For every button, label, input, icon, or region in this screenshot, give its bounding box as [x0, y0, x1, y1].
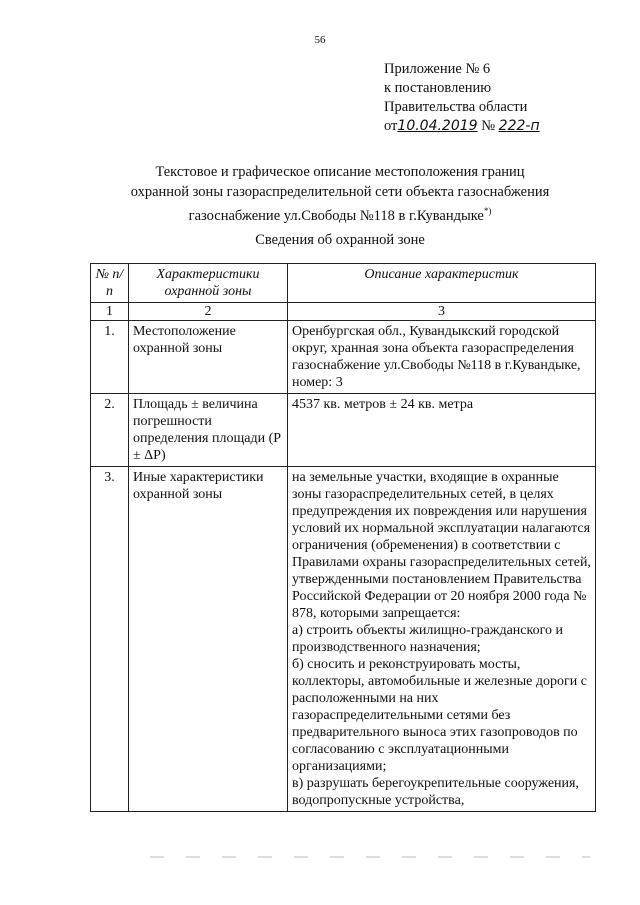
table-row [91, 394, 596, 467]
title-line-1: Текстовое и графическое описание местоположения границ [155, 164, 525, 180]
handwritten-number: 222-п [498, 118, 540, 134]
page-number: 56 [314, 34, 326, 46]
table-row [91, 467, 596, 812]
row-characteristic: Иные характеристики охранной зоны [129, 467, 288, 812]
row-characteristic: Местоположение охранной зоны [129, 321, 288, 394]
row-description-text: на земельные участки, входящие в охранные зоны газораспределительных сетей, в целях предупреждения их повреждения или нарушения условий их нормальной эксплуатации налагаются ограничения (обременения) в соответствии с Правилами охраны газораспределительных сетей, утвержденными постановлением Правительства Российской Федерации от 20 ноября 2000 года № 878, которыми запрещается: [292, 470, 591, 621]
row-description [288, 467, 596, 812]
row-number: 2. [91, 394, 129, 467]
title-line-3-text: газоснабжение ул.Свободы №118 в г.Кувандыке [188, 207, 484, 224]
row-description: 4537 кв. метров ± 24 кв. метра [288, 394, 596, 467]
footnote-mark: *) [483, 206, 492, 216]
column-number: 1 [91, 303, 129, 321]
header-characteristic: Характеристики охранной зоны [129, 264, 288, 303]
header-number: № п/п [91, 264, 129, 303]
header-description: Описание характеристик [288, 264, 596, 303]
column-number: 2 [129, 303, 288, 321]
date-prefix: от [384, 118, 398, 134]
restriction-item: в) разрушать берегоукрепительные сооружения, водопропускные устройства, [292, 776, 579, 808]
row-characteristic: Площадь ± величина погрешности определения площади (P ± ΔP) [129, 394, 288, 467]
protection-zone-table [90, 263, 596, 812]
number-sign: № [481, 118, 496, 134]
appendix-line-3: Правительства области [384, 99, 528, 115]
handwritten-date: 10.04.2019 [397, 118, 478, 134]
appendix-block [384, 60, 540, 136]
appendix-line-1: Приложение № 6 [384, 61, 491, 77]
title-line-2: охранной зоны газораспределительной сети объекта газоснабжения [130, 183, 550, 200]
row-number: 1. [91, 321, 129, 394]
title-line-3 [60, 202, 620, 226]
restriction-item: а) строить объекты жилищно-гражданского и производственного назначения; [292, 623, 563, 655]
column-number-row [91, 303, 596, 321]
appendix-line-2: к постановлению [384, 80, 492, 96]
table-row [91, 321, 596, 394]
column-number: 3 [288, 303, 596, 321]
document-title [60, 163, 620, 226]
table-header-row [91, 264, 596, 303]
scan-artifact [150, 855, 590, 859]
row-description: Оренбургская обл., Кувандыкский городской округ, хранная зона объекта газораспределения газоснабжение ул.Свободы №118 в г.Кувандыке, номер: 3 [288, 321, 596, 394]
restriction-item: б) сносить и реконструировать мосты, коллекторы, автомобильные и железные дороги с расположенными на них газораспределительными сетями без предварительного выноса этих газопроводов по согласованию с эксплуатационными организациями; [292, 657, 587, 774]
row-number: 3. [91, 467, 129, 812]
section-subtitle: Сведения об охранной зоне [255, 232, 425, 248]
appendix-date-line [384, 117, 540, 136]
